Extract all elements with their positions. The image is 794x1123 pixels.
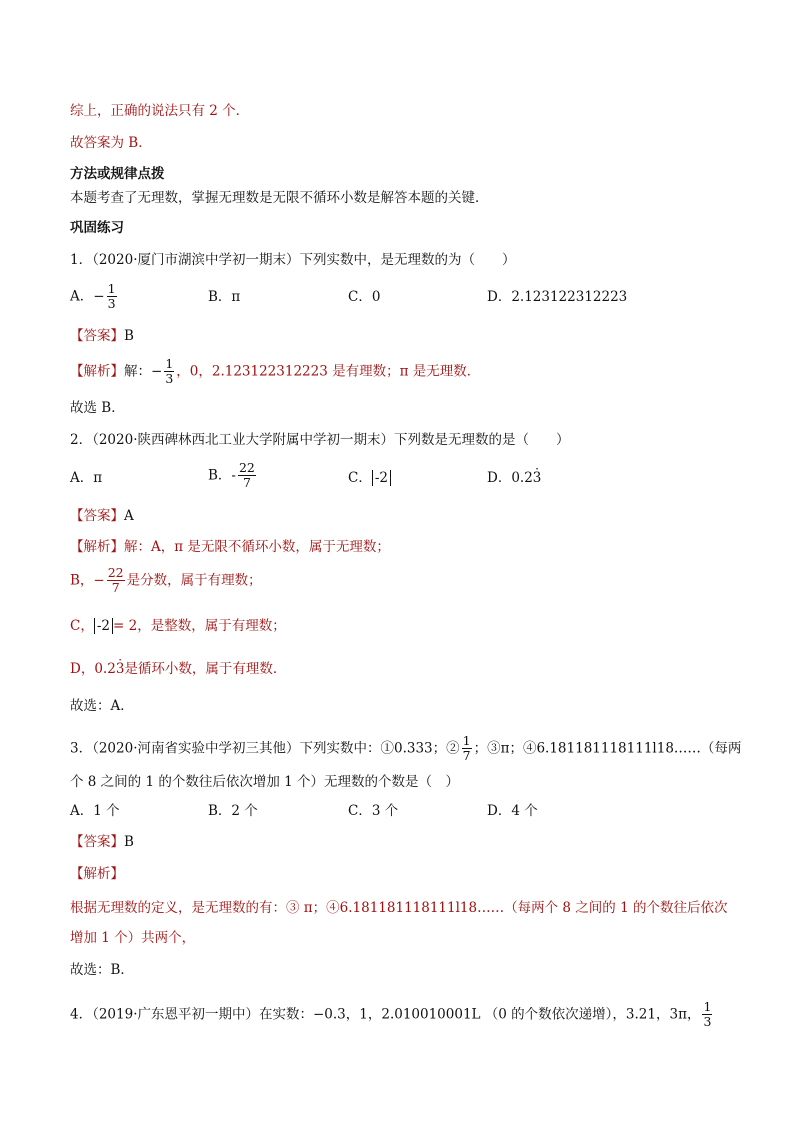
- q2-option-a: A．π: [70, 470, 103, 486]
- q3-explanation-tag: 【解析】: [70, 866, 124, 882]
- q2-explanation-c: C， -2 = 2，是整数，属于有理数；: [70, 618, 286, 634]
- q3-stem: 3．（2020·河南省实验中学初三其他）下列实数中：①0.333；② $\frac{1}{7}$ ；③π；④6.181181118111l18……（每两: [70, 733, 742, 764]
- q2-choose: 故选：A．: [70, 698, 134, 714]
- q2-option-c: C． -2: [348, 472, 391, 486]
- q1-option-d: D．2.123122312223: [487, 289, 628, 305]
- q1-choose: 故选 B．: [70, 400, 125, 416]
- q3-option-a: A．1 个: [70, 803, 120, 819]
- q2-option-d: D．0.23 ·: [487, 472, 541, 486]
- q2-explanation-d: D，0.23 ·是循环小数，属于有理数．: [70, 663, 286, 677]
- q2-stem: 2．（2020·陕西碑林西北工业大学附属中学初一期末）下列数是无理数的是（ ）: [70, 432, 570, 448]
- q3-option-c: C．3 个: [348, 803, 399, 819]
- summary-answer: 故答案为 B．: [70, 135, 152, 151]
- q1-option-c: C．0: [348, 289, 381, 305]
- q3-explanation-cont: 增加 1 个）共两个，: [70, 930, 196, 946]
- q4-stem: 4．（2019·广东恩平初一期中）在实数：−0.3，1，2.010010001L （0 的个数依次递增），3.21，3π， $\frac{1}{3}$: [70, 999, 712, 1030]
- q3-option-b: B．2 个: [208, 803, 258, 819]
- q1-explanation: 【解析】解：− $\frac{1}{3}$ ，0，2.123122312223 是有理数；π 是无理数．: [70, 356, 481, 387]
- practice-title: 巩固练习: [70, 220, 124, 236]
- method-title: 方法或规律点拨: [70, 166, 165, 182]
- q2-explanation: 【解析】解：A，π 是无限不循环小数，属于无理数；: [70, 539, 390, 555]
- summary-line: 综上，正确的说法只有 2 个．: [70, 103, 250, 119]
- q3-stem-cont: 个 8 之间的 1 的个数往后依次增加 1 个）无理数的个数是（ ）: [70, 774, 460, 790]
- q2-explanation-b: B，− $\frac{22}{7}$ 是分数，属于有理数；: [70, 565, 262, 596]
- q2-answer: 【答案】A: [70, 508, 134, 524]
- q1-option-b: B．π: [208, 289, 241, 305]
- q3-explanation: 根据无理数的定义，是无理数的有：③ π；④6.181181118111l18……（每两个 8 之间的 1 的个数往后依次: [70, 900, 728, 916]
- q1-option-a: A．− $\frac{1}{3}$: [70, 281, 116, 312]
- q3-answer: 【答案】B: [70, 834, 134, 850]
- q2-option-b: B．- $\frac{22}{7}$: [208, 460, 255, 491]
- q1-stem: 1．（2020·厦门市湖滨中学初一期末）下列实数中，是无理数的为（ ）: [70, 252, 516, 268]
- q3-choose: 故选：B．: [70, 962, 134, 978]
- method-text: 本题考查了无理数，掌握无理数是无限不循环小数是解答本题的关键．: [70, 190, 489, 206]
- q3-option-d: D．4 个: [487, 803, 538, 819]
- q1-answer: 【答案】B: [70, 328, 134, 344]
